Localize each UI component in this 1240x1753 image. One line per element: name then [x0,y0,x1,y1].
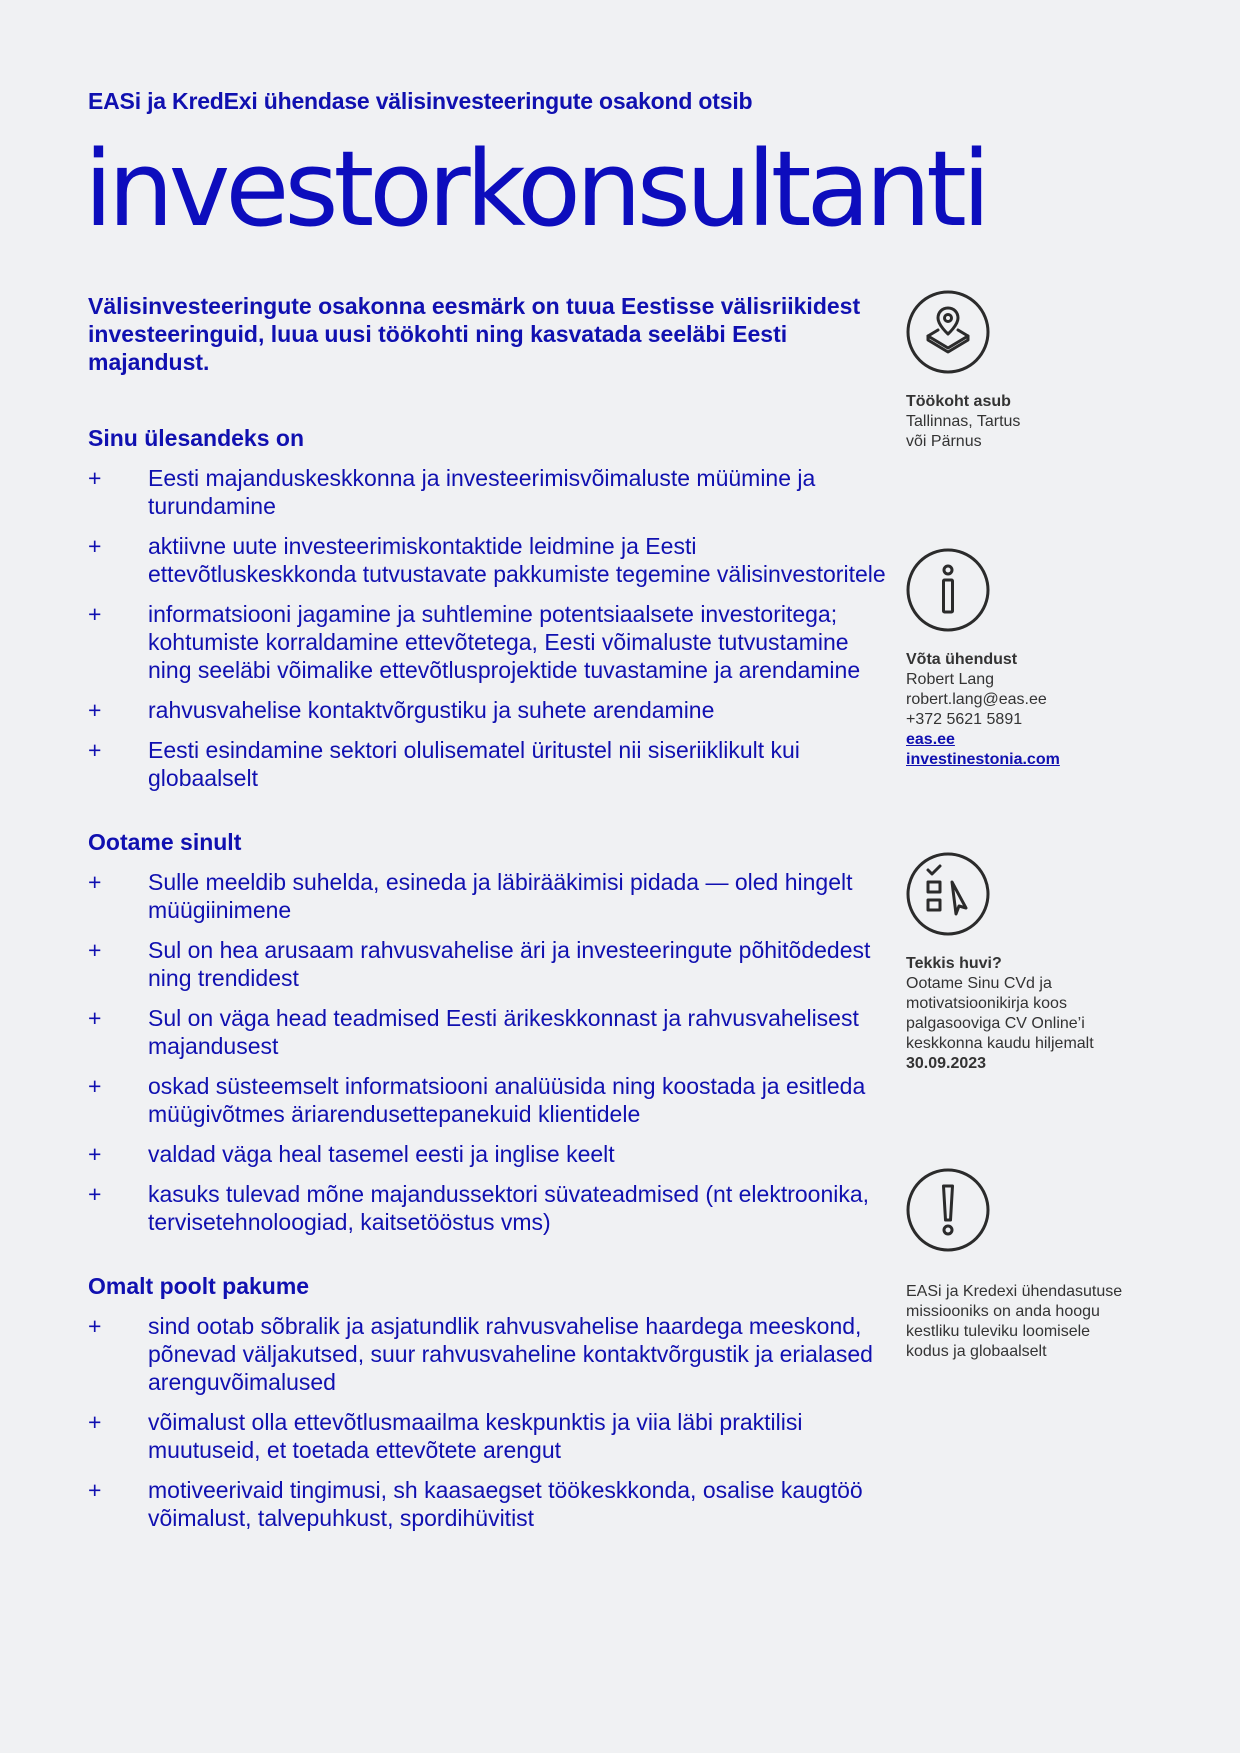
plus-bullet: + [88,1409,102,1435]
plus-bullet: + [88,1181,102,1207]
list-item [88,696,888,724]
list-item-text: Sul on hea arusaam rahvusvahelise äri ja investeeringute põhitõdedest ning trendidest [148,937,871,991]
section-title: Omalt poolt pakume [88,1273,310,1299]
mission-line: missiooniks on anda hoogu [906,1303,1100,1320]
pre-title: EASi ja KredExi ühendase välisinvesteeringute osakond otsib [88,88,753,114]
list-item-text: Sulle meeldib suhelda, esineda ja läbirääkimisi pidada — oled hingelt müügiinimene [148,869,853,923]
apply-line: keskkonna kaudu hiljemalt [906,1035,1094,1052]
location-line: Tallinnas, Tartus [906,413,1021,430]
list-item [88,1476,888,1532]
task-list [88,464,888,792]
list-item-text: informatsiooni jagamine ja suhtlemine potentsiaalsete investoritega; kohtumiste korraldamine ettevõtetega, Eesti võimaluste tutvustamine ning seeläbi võimalike ettevõtlusprojektide tuvastamine ja arendamine [148,601,861,683]
location-info [906,392,1146,452]
list-item-text: valdad väga heal tasemel eesti ja inglise keelt [148,1141,615,1167]
plus-bullet: + [88,697,102,723]
contact-email[interactable]: robert.lang@eas.ee [906,691,1047,708]
contact-info [906,650,1146,770]
list-item [88,1312,888,1396]
mission-info [906,1282,1146,1362]
section-title: Sinu ülesandeks on [88,425,304,451]
section-offer [88,1272,888,1532]
list-item [88,1408,888,1464]
list-item-text: kasuks tulevad mõne majandussektori süvateadmised (nt elektroonika, tervisetehnoloogiad, kaitsetööstus vms) [148,1181,870,1235]
list-item [88,600,888,684]
list-item [88,868,888,924]
eas-link[interactable]: eas.ee [906,731,955,748]
apply-info [906,954,1146,1074]
sidebar-location [906,290,1146,452]
list-item-text: Eesti esindamine sektori olulisematel üritustel nii siseriiklikult kui globaalselt [148,737,800,791]
contact-phone[interactable]: +372 5621 5891 [906,711,1023,728]
list-item-text: rahvusvahelise kontaktvõrgustiku ja suhete arendamine [148,697,715,723]
plus-bullet: + [88,1477,102,1503]
lead-paragraph: Välisinvesteeringute osakonna eesmärk on tuua Eestisse välisriikidest investeeringuid, luua uusi töökohti ning kasvatada seeläbi Eesti majandust. [88,293,861,375]
checklist-cursor-icon [906,852,990,936]
sidebar-contact [906,548,1146,770]
list-item [88,464,888,520]
section-title: Ootame sinult [88,829,242,855]
list-item-text: Eesti majanduskeskkonna ja investeerimisvõimaluste müümine ja turundamine [148,465,816,519]
apply-line: Ootame Sinu CVd ja [906,975,1052,992]
plus-bullet: + [88,869,102,895]
mission-line: kestliku tuleviku loomisele [906,1323,1091,1340]
page-title: investorkonsultanti [84,128,986,250]
list-item-text: oskad süsteemselt informatsiooni analüüsida ning koostada ja esitleda müügivõtmes äriarendusettepanekuid klientidele [148,1073,866,1127]
contact-heading: Võta ühendust [906,651,1018,668]
apply-line: palgasooviga CV Online’i [906,1015,1085,1032]
plus-bullet: + [88,465,102,491]
list-item [88,1180,888,1236]
list-item [88,1140,888,1168]
list-item-text: motiveerivaid tingimusi, sh kaasaegset töökeskkonda, osalise kaugtöö võimalust, talvepuhkust, spordihüvitist [148,1477,863,1531]
plus-bullet: + [88,533,102,559]
exclamation-icon [906,1168,990,1252]
plus-bullet: + [88,937,102,963]
section-tasks [88,424,888,792]
apply-line: motivatsioonikirja koos [906,995,1067,1012]
list-item-text: sind ootab sõbralik ja asjatundlik rahvusvahelise haardega meeskond, põnevad väljakutsed, suur rahvusvaheline kontaktvõrgustik ja erialased arenguvõimalused [148,1313,873,1395]
list-item-text: Sul on väga head teadmised Eesti ärikeskkonnast ja rahvusvahelisest majandusest [148,1005,859,1059]
mission-line: EASi ja Kredexi ühendasutuse [906,1283,1123,1300]
location-heading: Töökoht asub [906,393,1011,410]
list-item [88,1004,888,1060]
list-item-text: aktiivne uute investeerimiskontaktide leidmine ja Eesti ettevõtluskeskkonda tutvustavate pakkumiste tegemine välisinvestoritele [148,533,886,587]
list-item [88,1072,888,1128]
info-icon [906,548,990,632]
plus-bullet: + [88,1005,102,1031]
map-pin-icon [906,290,990,374]
plus-bullet: + [88,1141,102,1167]
plus-bullet: + [88,1313,102,1339]
sidebar-mission [906,1168,1146,1362]
list-item-text: võimalust olla ettevõtlusmaailma keskpunktis ja viia läbi praktilisi muutuseid, et toetada ettevõtete arengut [148,1409,803,1463]
requirements-list [88,868,888,1236]
investinestonia-link[interactable]: investinestonia.com [906,751,1060,768]
sidebar-apply [906,852,1146,1074]
contact-name: Robert Lang [906,671,995,688]
apply-deadline: 30.09.2023 [906,1055,987,1072]
main-content [88,424,888,1568]
offer-list [88,1312,888,1532]
plus-bullet: + [88,737,102,763]
apply-heading: Tekkis huvi? [906,955,1002,972]
plus-bullet: + [88,1073,102,1099]
list-item [88,532,888,588]
list-item [88,936,888,992]
section-requirements [88,828,888,1236]
mission-line: kodus ja globaalselt [906,1343,1047,1360]
location-line: või Pärnus [906,433,982,450]
plus-bullet: + [88,601,102,627]
list-item [88,736,888,792]
